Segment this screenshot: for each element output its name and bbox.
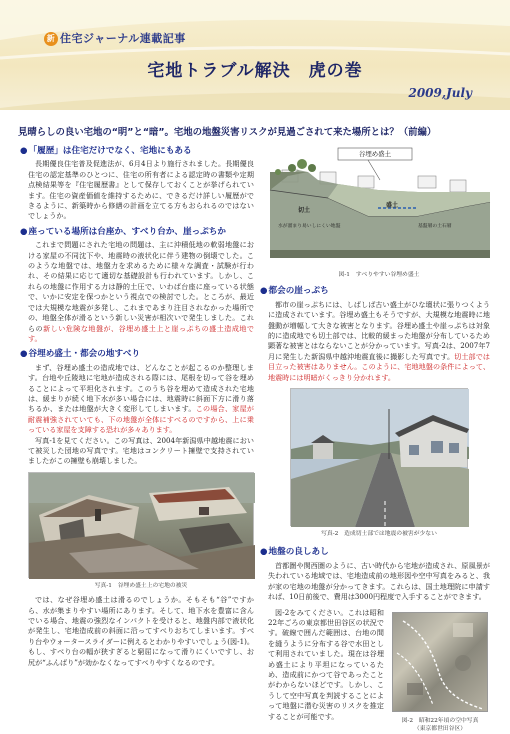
section-heading-seat: ● 座っている場所は台座か、すべり台か、崖っぷちか: [20, 227, 254, 237]
section-body-cliff: [268, 300, 490, 383]
seat-body-plain: これまで問題にされた宅地の問題は、主に沖積低地の軟弱地盤における家屋の不同沈下や、地震時の液状化に伴う建物の倒壊でした。このような地盤では、地盤力を求めるために様々な調査・試験が行われ、その結果に応じて適切な基礎設計も行われています。しかし、これらの地盤に作用する力は静的土圧で、いわば台座に座っている状態で、いかに安定を保つかという視点での検討でした。ところが、最近では大規模な地震が多発し、これまであまり注目されなかった場所での、地盤全体が滑るという新しい災害が相次いで発生しました。これらの: [28, 240, 254, 333]
section-body-history: 長期優良住宅普及促進法が、6月4日より施行されました。長期優良住宅の認定基準のひとつに、住宅の所有者による認定時の書類や定期点検結果等を『住宅履歴書』として保存しておくことが挙げられています。住宅の資産価値を維持するために、できるだけ詳しい履歴ができるように、新築時から修繕の計画を立てる方もおられるのではないでしょうか。: [28, 159, 254, 221]
issue-date: 2009,July: [408, 86, 472, 100]
photo-2-illustration: [291, 389, 469, 527]
valley-body-highlight: この場合、家屋が耐震補強されていても、下の地盤が全体にすべるのですから、上に乗っている家屋を支障する恐れが多々あります。: [28, 404, 255, 435]
figure-1-label-fill: 谷埋め盛土: [359, 150, 391, 158]
figure-2-caption-1: 図-2 昭和22年頃の空中写真: [401, 717, 479, 724]
figure-1-label-base: 基盤層の土石層: [418, 224, 452, 229]
section-body-ground-quality-1: 首都圏や関西圏のように、古い時代から宅地が造成され、原風景が失われている地域では、宅地造成前の地形図や空中写真をみると、我が家の宅地の地盤が分かってきます。これらは、国土地理院に申請すれば、10日前後で、費用は3000円程度で入手することができます。: [268, 560, 490, 602]
figure-2-aerial-photo: [392, 612, 488, 712]
section-body-valley-fill: [28, 363, 254, 467]
series-label: [44, 30, 186, 46]
page-header: [0, 0, 510, 110]
cliff-body-plain: 都市の崖っぷちには、しばしば古い盛土がひな壇状に張りつくように造成されています。谷埋め盛土もそうですが、大規模な地震時に地盤動が増幅して大きな被害となります。谷埋め盛土や崖っぷちは対象的に造成地でも切土部では、比較的緩まった地盤が分布しているため 顕著な被害とはならないことが分かっています。写真-2は、2007年7月に発生した新潟県中越沖地震直後に撮影した写真です。: [268, 299, 490, 361]
article-subtitle: 見晴らしの良い宅地の“明”と“暗”。宅地の地盤災害リスクが見過ごされて来た場所とは？（前編）: [18, 127, 437, 138]
valley-body-plain2: 写真-1を見てください。この写真は、2004年新潟県中越地震において被災した団地の写真です。宅地はコンクリート擁壁で支持されていましたがこの擁壁も崩壊しました。: [28, 435, 254, 466]
cliff-body-highlight: 切土部では目立った被害はありません。このように、宅地地盤の条件によって、地震時には明暗がくっきり分かれます。: [268, 351, 490, 382]
photo-1-illustration: [29, 473, 255, 579]
section-heading-cliff: ● 都会の崖っぷち: [260, 286, 490, 296]
figure-1-diagram: [268, 146, 490, 270]
figure-2-caption-2: （東京都世田谷区）: [413, 725, 467, 732]
section-body-ground-quality-2: 図-2をみてください。これは昭和22年ごろの東京都世田谷区の状況です。破線で囲んだ範囲は、台地の間を縫うように分布する谷で水田として利用されていました。現在は谷埋め盛土により平坦になっているため、造成前にかつて谷であったことがわからないほどです。しかし、こうして空中写真を判読することによって地盤に潜む災害のリスクを推定することが可能です。: [268, 607, 384, 721]
section-body-seat: [28, 240, 254, 344]
series-text: 住宅ジャーナル連載記事: [60, 32, 186, 45]
ground-quality-wrap: [268, 607, 490, 732]
left-column: [28, 146, 254, 673]
section-heading-history: ● 「履歴」は住宅だけでなく、宅地にもある: [20, 146, 254, 156]
photo-2-caption: 写真-2 造成切土部では地震の被害が少ない: [321, 531, 437, 538]
page-title: 宅地トラブル解決 虎の巻: [147, 61, 363, 81]
figure-1-caption: 図-1 すべりやすい谷埋め盛土: [338, 272, 420, 278]
figure-1-label-morido: 盛土: [386, 202, 399, 209]
figure-1-label-water: 水が溜まり易いしにくい地盤: [278, 224, 341, 229]
figure-2-illustration: [393, 613, 489, 713]
photo-1-landslide: [28, 472, 254, 578]
section-heading-valley-fill: ● 谷埋め盛土・都会の地すべり: [20, 349, 254, 359]
figure-1-label-kirido: 切土: [298, 207, 311, 214]
photo-2-cut-ground: [290, 388, 468, 526]
seat-body-highlight: 新しい危険な地盤が、谷埋め盛土上と崖っぷちの盛土造成地です。: [28, 323, 255, 343]
valley-body-plain1: まず、谷埋め盛土の造成地では、どんなことが起こるのか整理します。台地や丘陵地に宅地が造成される際には、尾根を切って谷を埋めることによって平坦化されます。このうち谷を埋めて造成された宅地は、緩まりが続く地下水が多い場合には、地震時に斜面下方に滑り落ちるか、または地盤が大きく変形してしまいます。: [28, 362, 254, 414]
section-heading-ground-quality: ● 地盤の良しあし: [260, 547, 490, 557]
photo-1-caption: 写真-1 谷埋め盛土上の宅地の被災: [94, 582, 188, 589]
right-column: [268, 146, 490, 732]
new-badge: 新: [44, 32, 58, 46]
section-body-why-slide: では、なぜ谷埋め盛土は滑るのでしょうか。そもそも“谷”ですから、水が集まりやすい場所にあります。そして、地下水を豊富に含んでいる場合、地震の強烈なインパクトを受けると、地盤内部で液状化が発生し、宅地造成前の斜面に沿ってすべりおちてしまいます。すべり台やウォータースライダーに例えるとわかりやすいでしょう(図-1)。もし、すべり台の幅が狭すぎると窮屈になって滑りにくいですし、お尻が“ふんばり”が効かなくなってすべりやすくなるのです。: [28, 595, 254, 667]
